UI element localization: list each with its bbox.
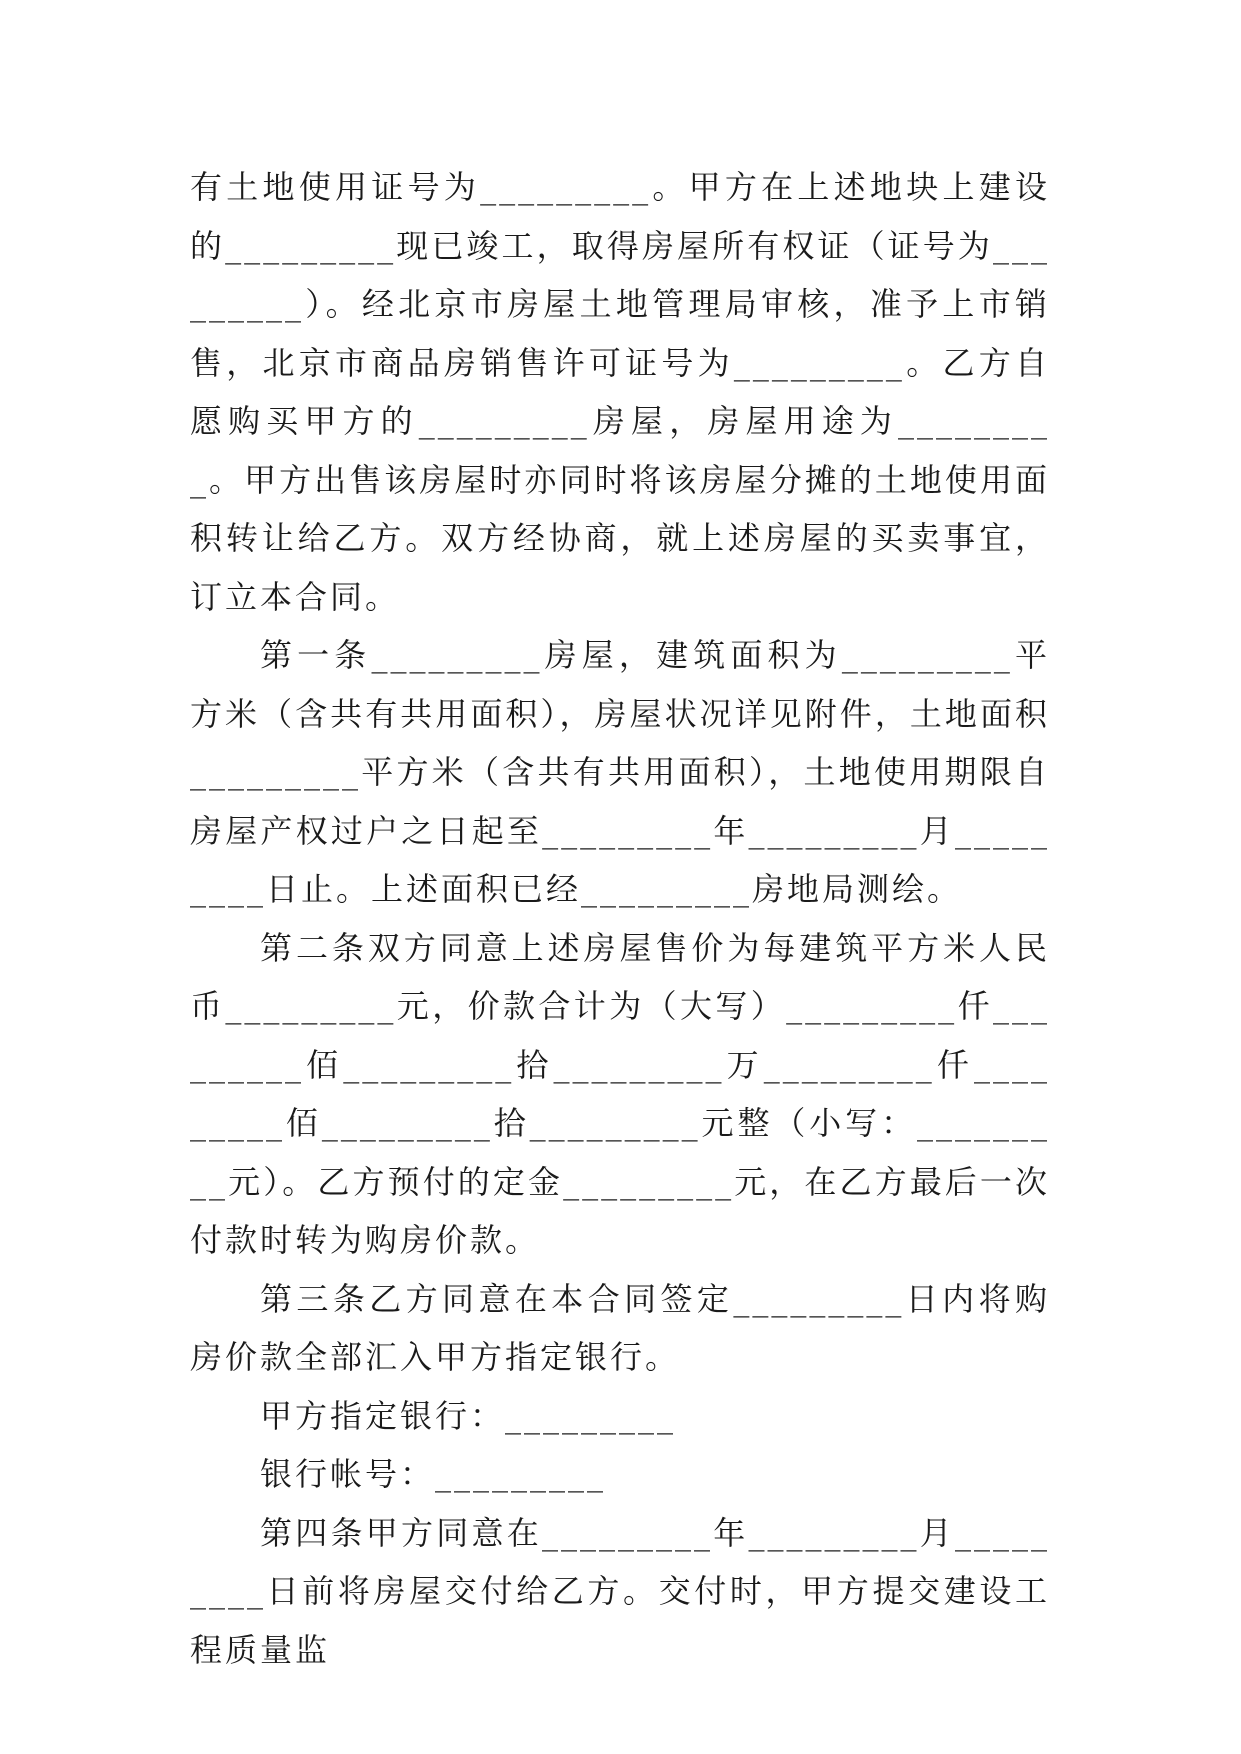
bank-account-line: 银行帐号：_________ — [260, 1455, 607, 1493]
article-3-paragraph: 第三条乙方同意在本合同签定_________日内将购房价款全部汇入甲方指定银行。 — [190, 1279, 1050, 1376]
article-4-paragraph: 第四条甲方同意在_________年_________月_________日前将房屋交付给乙方。交付时，甲方提交建设工程质量监 — [190, 1513, 1050, 1669]
article-2-paragraph: 第二条双方同意上述房屋售价为每建筑平方米人民币_________元，价款合计为（大写）_________仟_________佰_________拾_________万_________仟_________佰_________拾_________元整（小写：_________元）。乙方预付的定金_________元，在乙方最后一次付款时转为购房价款。 — [190, 928, 1050, 1259]
intro-paragraph: 有土地使用证号为_________。甲方在上述地块上建设的_________现已竣工，取得房屋所有权证（证号为_________）。经北京市房屋土地管理局审核，准予上市销售，北京市商品房销售许可证号为_________。乙方自愿购买甲方的_________房屋，房屋用途为_________。甲方出售该房屋时亦同时将该房屋分摊的土地使用面积转让给乙方。双方经协商，就上述房屋的买卖事宜，订立本合同。 — [190, 168, 1050, 616]
document-page — [190, 158, 1050, 1679]
bank-name-line: 甲方指定银行：_________ — [260, 1396, 677, 1435]
article-1-paragraph: 第一条_________房屋，建筑面积为_________平方米（含共有共用面积），房屋状况详见附件，土地面积_________平方米（含共有共用面积），土地使用期限自房屋产权过户之日起至_________年_________月_________日止。上述面积已经_________房地局测绘。 — [190, 636, 1050, 908]
